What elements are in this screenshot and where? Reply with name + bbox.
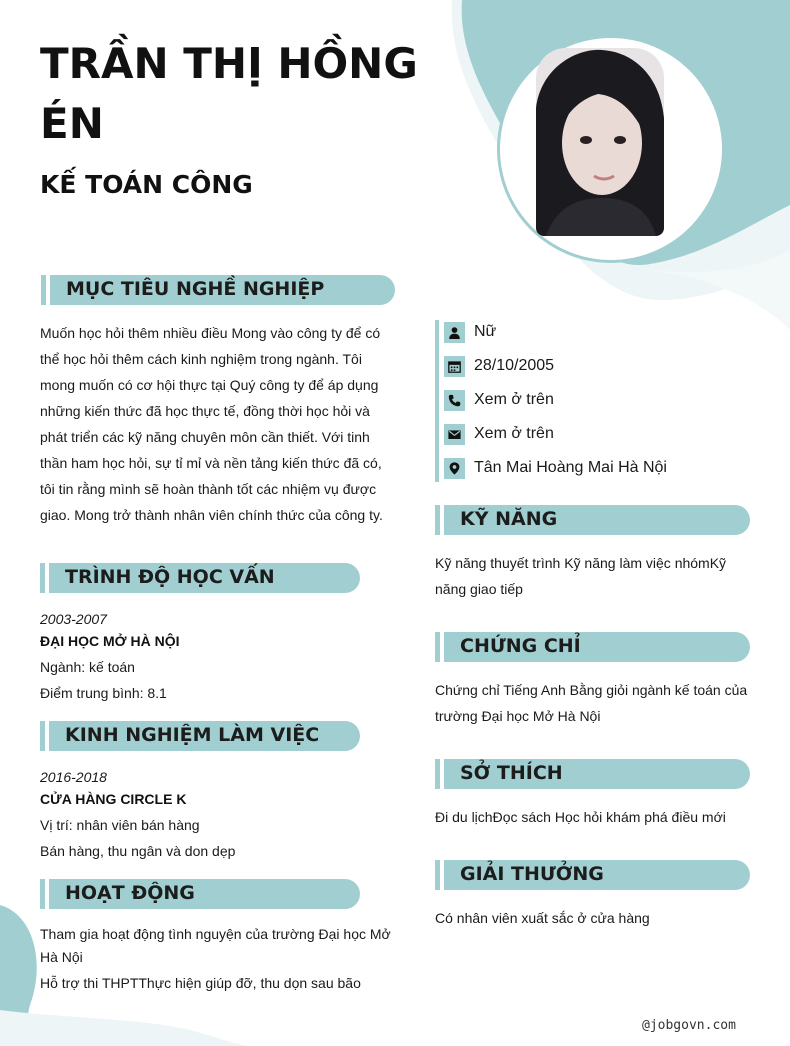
gender-value: Nữ: [474, 323, 497, 340]
experience-position: Vị trí: nhân viên bán hàng: [40, 817, 200, 833]
phone-icon: [444, 390, 465, 411]
info-birthday: [444, 354, 554, 378]
certificates-heading: [444, 632, 750, 662]
hobbies-heading: [444, 759, 750, 789]
education-school: ĐẠI HỌC MỞ HÀ NỘI: [40, 633, 180, 649]
info-phone: [444, 388, 554, 412]
awards-text: Có nhân viên xuất sắc ở cửa hàng: [435, 910, 650, 926]
candidate-name: TRẦN THỊ HỒNG ÉN: [40, 39, 418, 148]
education-gpa: Điểm trung bình: 8.1: [40, 685, 167, 701]
experience-duties: Bán hàng, thu ngân và don dẹp: [40, 843, 236, 859]
skills-title: KỸ NĂNG: [460, 508, 558, 530]
address-value: Tân Mai Hoàng Mai Hà Nội: [474, 459, 667, 476]
career-objective-title: MỤC TIÊU NGHỀ NGHIỆP: [66, 278, 325, 300]
watermark: @jobgovn.com: [642, 1018, 736, 1033]
skills-heading: [444, 505, 750, 535]
experience-period: 2016-2018: [40, 769, 107, 785]
person-icon: [444, 322, 465, 343]
career-objective-text: Muốn học hỏi thêm nhiều điều Mong vào công ty để có thể học hỏi thêm cách kinh nghiệm trong ngành. Tôi mong muốn có cơ hội thực tại Quý công ty để áp dụng những kiến thức đã học thực tế, đồng thời học hỏi và phát triển các kỹ năng chuyên môn cần thiết. Với tinh thần ham học hỏi, sự tỉ mỉ và nền tảng kiến thức đã có, tôi tin rằng mình sẽ hoàn thành tốt các nhiệm vụ được giao. Mong trở thành nhân viên chính thức của công ty.: [40, 325, 383, 523]
education-title: TRÌNH ĐỘ HỌC VẤN: [65, 566, 275, 588]
experience-title: KINH NGHIỆM LÀM VIỆC: [65, 724, 320, 746]
experience-company: CỬA HÀNG CIRCLE K: [40, 791, 187, 807]
info-address: [444, 456, 667, 480]
experience-heading: [49, 721, 360, 751]
info-accent-bar: [435, 320, 439, 482]
awards-heading: [444, 860, 750, 890]
certificates-text: Chứng chỉ Tiếng Anh Bằng giỏi ngành kế toán của trường Đại học Mở Hà Nội: [435, 682, 748, 724]
location-pin-icon: [444, 458, 465, 479]
avatar: [536, 48, 664, 236]
job-title: KẾ TOÁN CÔNG: [40, 170, 253, 199]
activity-item: Tham gia hoạt động tình nguyện của trường Đại học Mở Hà Nội: [40, 926, 391, 965]
info-gender: [444, 320, 496, 344]
calendar-icon: [444, 356, 465, 377]
certificates-title: CHỨNG CHỈ: [460, 635, 581, 657]
phone-value: Xem ở trên: [474, 391, 554, 408]
career-objective-heading: [50, 275, 395, 305]
birthday-value: 28/10/2005: [474, 357, 555, 374]
hobbies-text: Đi du lịchĐọc sách Học hỏi khám phá điều mới: [435, 809, 726, 825]
hobbies-title: SỞ THÍCH: [460, 762, 563, 784]
education-heading: [49, 563, 360, 593]
skills-text: Kỹ năng thuyết trình Kỹ năng làm việc nhómKỹ năng giao tiếp: [435, 555, 727, 597]
email-value: Xem ở trên: [474, 425, 554, 442]
activities-heading: [49, 879, 360, 909]
activity-item: Hỗ trợ thi THPTThực hiện giúp đỡ, thu dọn sau bão: [40, 975, 361, 991]
info-email: [444, 422, 554, 446]
mail-icon: [444, 424, 465, 445]
activities-title: HOẠT ĐỘNG: [65, 882, 195, 904]
awards-title: GIẢI THƯỞNG: [460, 863, 604, 885]
education-major: Ngành: kế toán: [40, 659, 135, 675]
education-period: 2003-2007: [40, 611, 107, 627]
